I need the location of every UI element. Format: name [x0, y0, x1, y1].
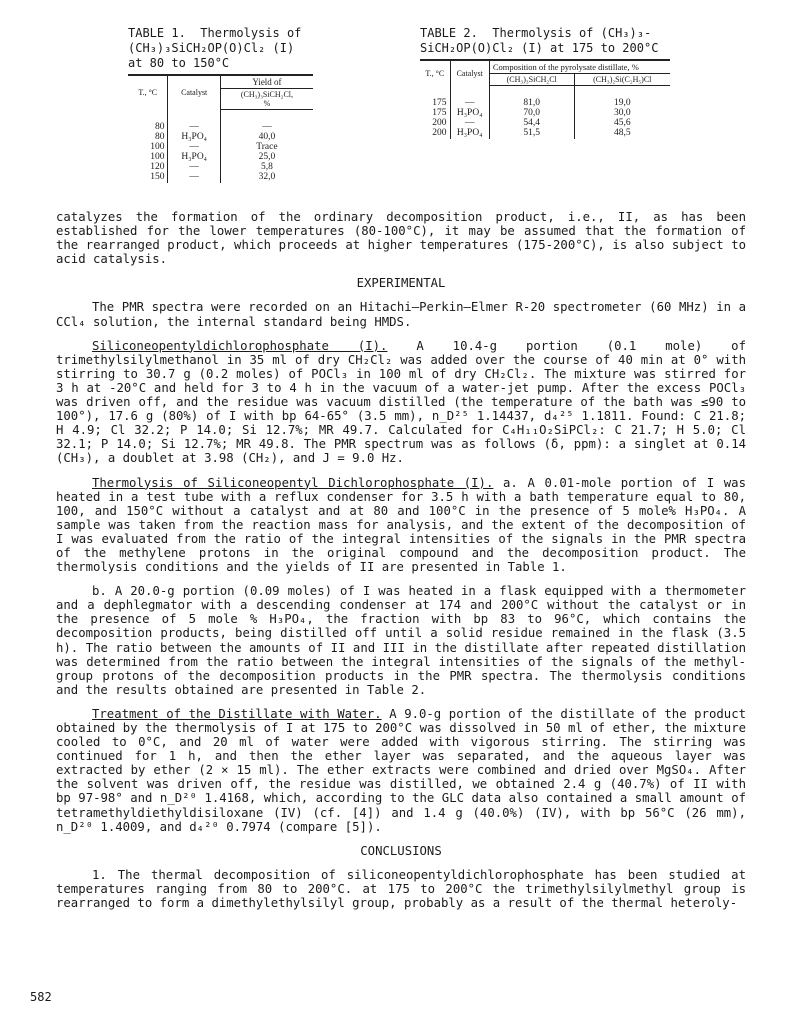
table-1-cell-yield: Trace [220, 142, 313, 152]
paragraph-synthesis [56, 339, 746, 466]
table-2-cell-temp: 200 [432, 118, 447, 128]
table-2-header-catalyst: Catalyst [450, 60, 489, 86]
table-1-cell-yield: 40,0 [220, 132, 313, 142]
paragraph-thermolysis-b: b. A 20.0-g portion (0.09 moles) of I was heated in a flask equipped with a thermometer and a dephlegmator with a descending condenser at 174 and 200°C without the catalyst or in the presence of 5 mole % H₃PO₄, the fraction with bp 83 to 96°C, which contains the decomposition products, being distilled off until a solid residue remained in the flask (3.5 h). The ratio between the amounts of II and III in the distillate after repeated distillation was determined from the ratio between the integral intensities of the signals of the methyl-group protons of the decomposition products in the PMR spectra. The thermolysis conditions and the results obtained are presented in Table 2. [56, 584, 746, 697]
table-2-cell-catalyst: — [450, 118, 489, 128]
table-row [420, 86, 670, 109]
table-1-cell-catalyst: — [168, 172, 220, 183]
article-body [56, 210, 746, 920]
table-1-cell-yield: — [220, 110, 313, 133]
table-1-cell-yield: 32,0 [220, 172, 313, 183]
section-title-thermolysis: Thermolysis of Siliconeopentyl Dichlorophosphate (I). [92, 475, 494, 490]
table-1-header-catalyst: Catalyst [168, 75, 220, 110]
table-row [128, 110, 313, 133]
table-2-cell-temp: 200 [432, 128, 447, 138]
section-body-synthesis: A 10.4-g portion (0.1 mole) of trimethylsilylmethanol in 35 ml of dry CH₂Cl₂ was added over the course of 40 min at 0° with stirring to 30.7 g (0.2 moles) of POCl₃ in 100 ml of dry CH₂Cl₂. The mixture was stirred for 3 h at -20°C and held for 3 to 4 h in the vacuum of a water-jet pump. After the excess POCl₃ was driven off, and the residue was vacuum distilled (the temperature of the bath was ≤90 to 100°), 17.6 g (80%) of I with bp 64-65° (3.5 mm), n_D²⁵ 1.14437, d₄²⁵ 1.1811. Found: C 21.8; H 4.9; Cl 32.2; P 14.0; Si 12.7%; MR 49.7. Calculated for C₄H₁₁O₂SiPCl₂: C 21.7; H 5.0; Cl 32.1; P 14.0; Si 12.7%; MR 49.8. The PMR spectrum was as follows (δ, ppm): a singlet at 0.14 (CH₃), a doublet at 3.98 (CH₂), and J = 9.0 Hz. [56, 338, 746, 466]
table-2-cell-catalyst: H₃PO₄ [450, 128, 489, 139]
table-2-cell-col-a: 70,0 [489, 108, 574, 118]
table-2-header-composition: Composition of the pyrolysate distillate, % [489, 60, 670, 74]
table-1-cell-temp: 100 [150, 152, 165, 162]
table-1-cell-catalyst: — [168, 142, 220, 152]
table-2-header-col-b: (CH₃)₂Si(C₂H₅)Cl [574, 74, 670, 86]
table-row [128, 152, 313, 162]
section-title-water-treatment: Treatment of the Distillate with Water. [92, 706, 382, 721]
table-1-cell-yield: 25,0 [220, 152, 313, 162]
table-row [420, 128, 670, 139]
table-1-cell-catalyst: H₃PO₄ [168, 152, 220, 162]
table-1-body [128, 110, 313, 184]
table-2-title: TABLE 2. Thermolysis of (CH₃)₃- SiCH₂OP(O)Cl₂ (I) at 175 to 200°C [420, 26, 659, 55]
table-2-cell-col-a: 54,4 [489, 118, 574, 128]
paragraph-conclusion-1: 1. The thermal decomposition of siliconeopentyldichlorophosphate has been studied at temperatures ranging from 80 to 200°C. at 175 to 200°C the trimethylsilylmethyl group is rearranged to form a dimethylethylsilyl group, probably as a result of the thermal heteroly- [56, 867, 746, 911]
section-title-synthesis: Siliconeopentyldichlorophosphate (I). [92, 338, 388, 353]
table-1-header-yield-sub: (CH₃)₃SiCH₂Cl, % [220, 89, 313, 110]
table-2 [420, 26, 670, 139]
table-2-body [420, 86, 670, 140]
table-2-cell-col-a: 81,0 [489, 86, 574, 109]
table-2-cell-col-a: 51,5 [489, 128, 574, 139]
table-row [128, 172, 313, 183]
table-row [420, 118, 670, 128]
table-1-cell-temp: 100 [150, 142, 165, 152]
table-1-cell-yield: 5,8 [220, 162, 313, 172]
paragraph-pmr: The PMR spectra were recorded on an Hitachi—Perkin—Elmer R-20 spectrometer (60 MHz) in a CCl₄ solution, the internal standard being HMDS. [56, 300, 746, 329]
page-number: 582 [30, 990, 52, 1004]
paragraph-thermolysis-a [56, 476, 746, 575]
table-2-cell-temp: 175 [432, 108, 447, 118]
table-1-header-temp: T., °C [128, 75, 168, 110]
paragraph-water-treatment [56, 707, 746, 834]
section-body-water-treatment: A 9.0-g portion of the distillate of the product obtained by the thermolysis of I at 175 to 200°C was dissolved in 50 ml of ether, the mixture cooled to 0°C, and 20 ml of water were added with vigorous stirring. The stirring was continued for 1 h, and then the ether layer was separated, and the aqueous layer was extracted by ether (2 × 15 ml). The ether extracts were combined and dried over MgSO₄. After the solvent was driven off, the residue was distilled, we obtained 2.4 g (40.7%) of II with bp 97-98° and n_D²⁰ 1.4168, which, according to the GLC data also contained a small amount of tetramethyldiethyldisiloxane (IV) (cf. [4]) and 1.4 g (40.0%) (IV), with bp 56°C (26 mm), n_D²⁰ 1.4009, and d₄²⁰ 0.7974 (compare [5]). [56, 706, 746, 834]
table-row [128, 132, 313, 142]
table-2-cell-col-b: 45,6 [574, 118, 670, 128]
table-2-cell-temp: 175 [432, 97, 447, 108]
table-1-cell-catalyst: — [168, 110, 220, 133]
heading-experimental: EXPERIMENTAL [356, 276, 446, 291]
table-2-cell-catalyst: — [450, 86, 489, 109]
table-row [420, 108, 670, 118]
table-1-cell-temp: 80 [154, 132, 165, 142]
section-body-thermolysis: a. A 0.01-mole portion of I was heated in a test tube with a reflux condenser for 3.5 h with a bath temperature equal to 80, 100, and 150°C without a catalyst and at 80 and 100°C in the presence of 5 mole% H₃PO₄. A sample was taken from the reaction mass for analysis, and the extent of the decomposition of I was evaluated from the ratio of the integral intensities of the signals in the PMR spectra of the methylene protons in the original compound and the decomposition product. The thermolysis conditions and the yields of II are presented in Table 1. [56, 475, 746, 575]
table-1-cell-catalyst: H₃PO₄ [168, 132, 220, 142]
heading-conclusions: CONCLUSIONS [360, 843, 442, 858]
paragraph-intro: catalyzes the formation of the ordinary decomposition product, i.e., II, as has been established for the lower temperatures (80-100°C), it may be assumed that the formation of the rearranged product, which proceeds at higher temperatures (175-200°C), is also subject to acid catalysis. [56, 210, 746, 267]
table-1-cell-temp: 120 [150, 162, 165, 172]
table-row [128, 162, 313, 172]
table-2-grid [420, 59, 670, 139]
table-1-cell-temp: 150 [150, 172, 165, 182]
table-1-header-yield: Yield of [220, 75, 313, 89]
table-2-cell-col-b: 19,0 [574, 86, 670, 109]
table-1-cell-temp: 80 [154, 121, 165, 132]
table-1-grid [128, 74, 313, 183]
table-2-cell-col-b: 30,0 [574, 108, 670, 118]
table-2-header-temp: T., °C [420, 60, 450, 86]
table-2-header-col-a: (CH₃)₃SiCH₂Cl [489, 74, 574, 86]
table-1 [128, 26, 313, 183]
table-row [128, 142, 313, 152]
table-2-cell-catalyst: H₃PO₄ [450, 108, 489, 118]
table-1-cell-catalyst: — [168, 162, 220, 172]
table-1-title: TABLE 1. Thermolysis of (CH₃)₃SiCH₂OP(O)Cl₂ (I) at 80 to 150°C [128, 26, 302, 70]
table-2-cell-col-b: 48,5 [574, 128, 670, 139]
